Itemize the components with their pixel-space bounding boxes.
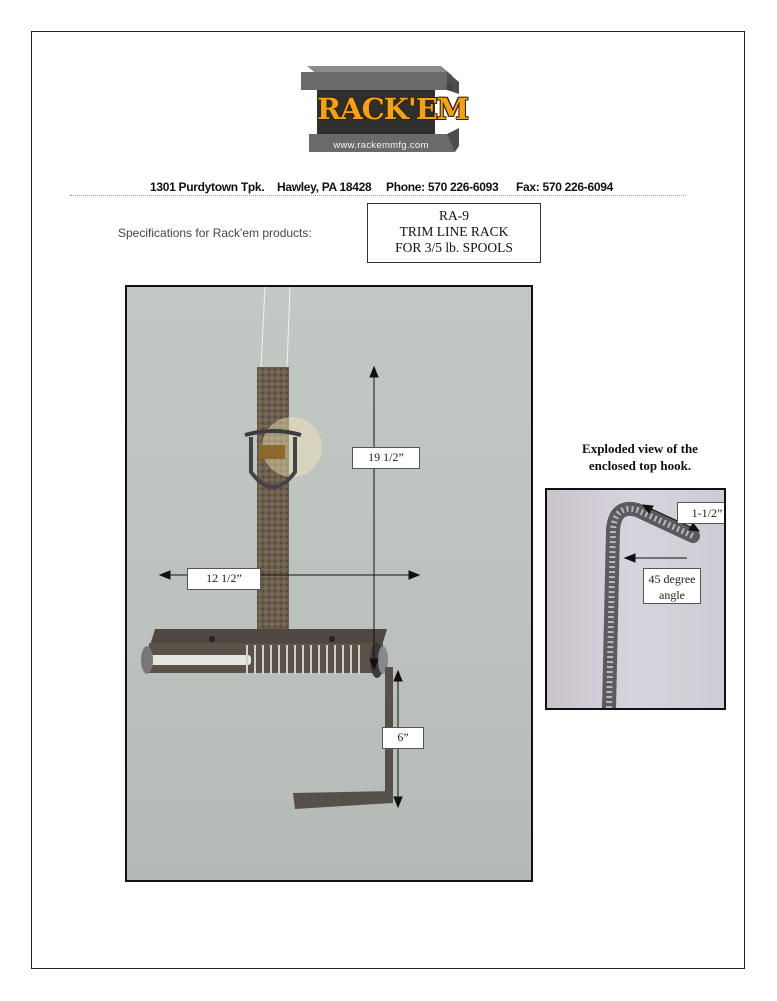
exploded-view-title (560, 440, 720, 474)
depth-dimension-label: 6” (382, 727, 424, 749)
hook-length-label: 1-1/2” (677, 502, 726, 524)
model-box (367, 203, 541, 263)
contact-city: Hawley, PA 18428 (277, 180, 372, 194)
dotted-divider (70, 195, 686, 196)
logo-brand-text: RACK'EM (317, 92, 468, 126)
registered-mark: ® (446, 82, 454, 93)
contact-address: 1301 Purdytown Tpk. (150, 180, 265, 194)
model-name: TRIM LINE RACK (399, 224, 509, 239)
model-code: RA-9 (439, 208, 469, 223)
hook-closeup-photo (545, 488, 726, 710)
hook-angle-label (643, 568, 701, 604)
height-dimension-label: 19 1/2” (352, 447, 420, 469)
angle-line1: 45 degree (648, 572, 696, 586)
width-dimension-label: 12 1/2” (187, 568, 261, 590)
angle-line2: angle (659, 588, 685, 602)
product-photo (125, 285, 533, 882)
contact-phone: Phone: 570 226-6093 (386, 180, 499, 194)
logo-url: www.rackemmfg.com (333, 140, 429, 151)
exploded-title-line2: enclosed top hook. (588, 458, 692, 473)
spec-label: Specifications for Rack'em products: (118, 226, 312, 240)
contact-fax: Fax: 570 226-6094 (516, 180, 613, 194)
exploded-title-line1: Exploded view of the (582, 441, 698, 456)
rackem-logo (301, 64, 468, 156)
model-spools: FOR 3/5 lb. SPOOLS (395, 240, 513, 255)
